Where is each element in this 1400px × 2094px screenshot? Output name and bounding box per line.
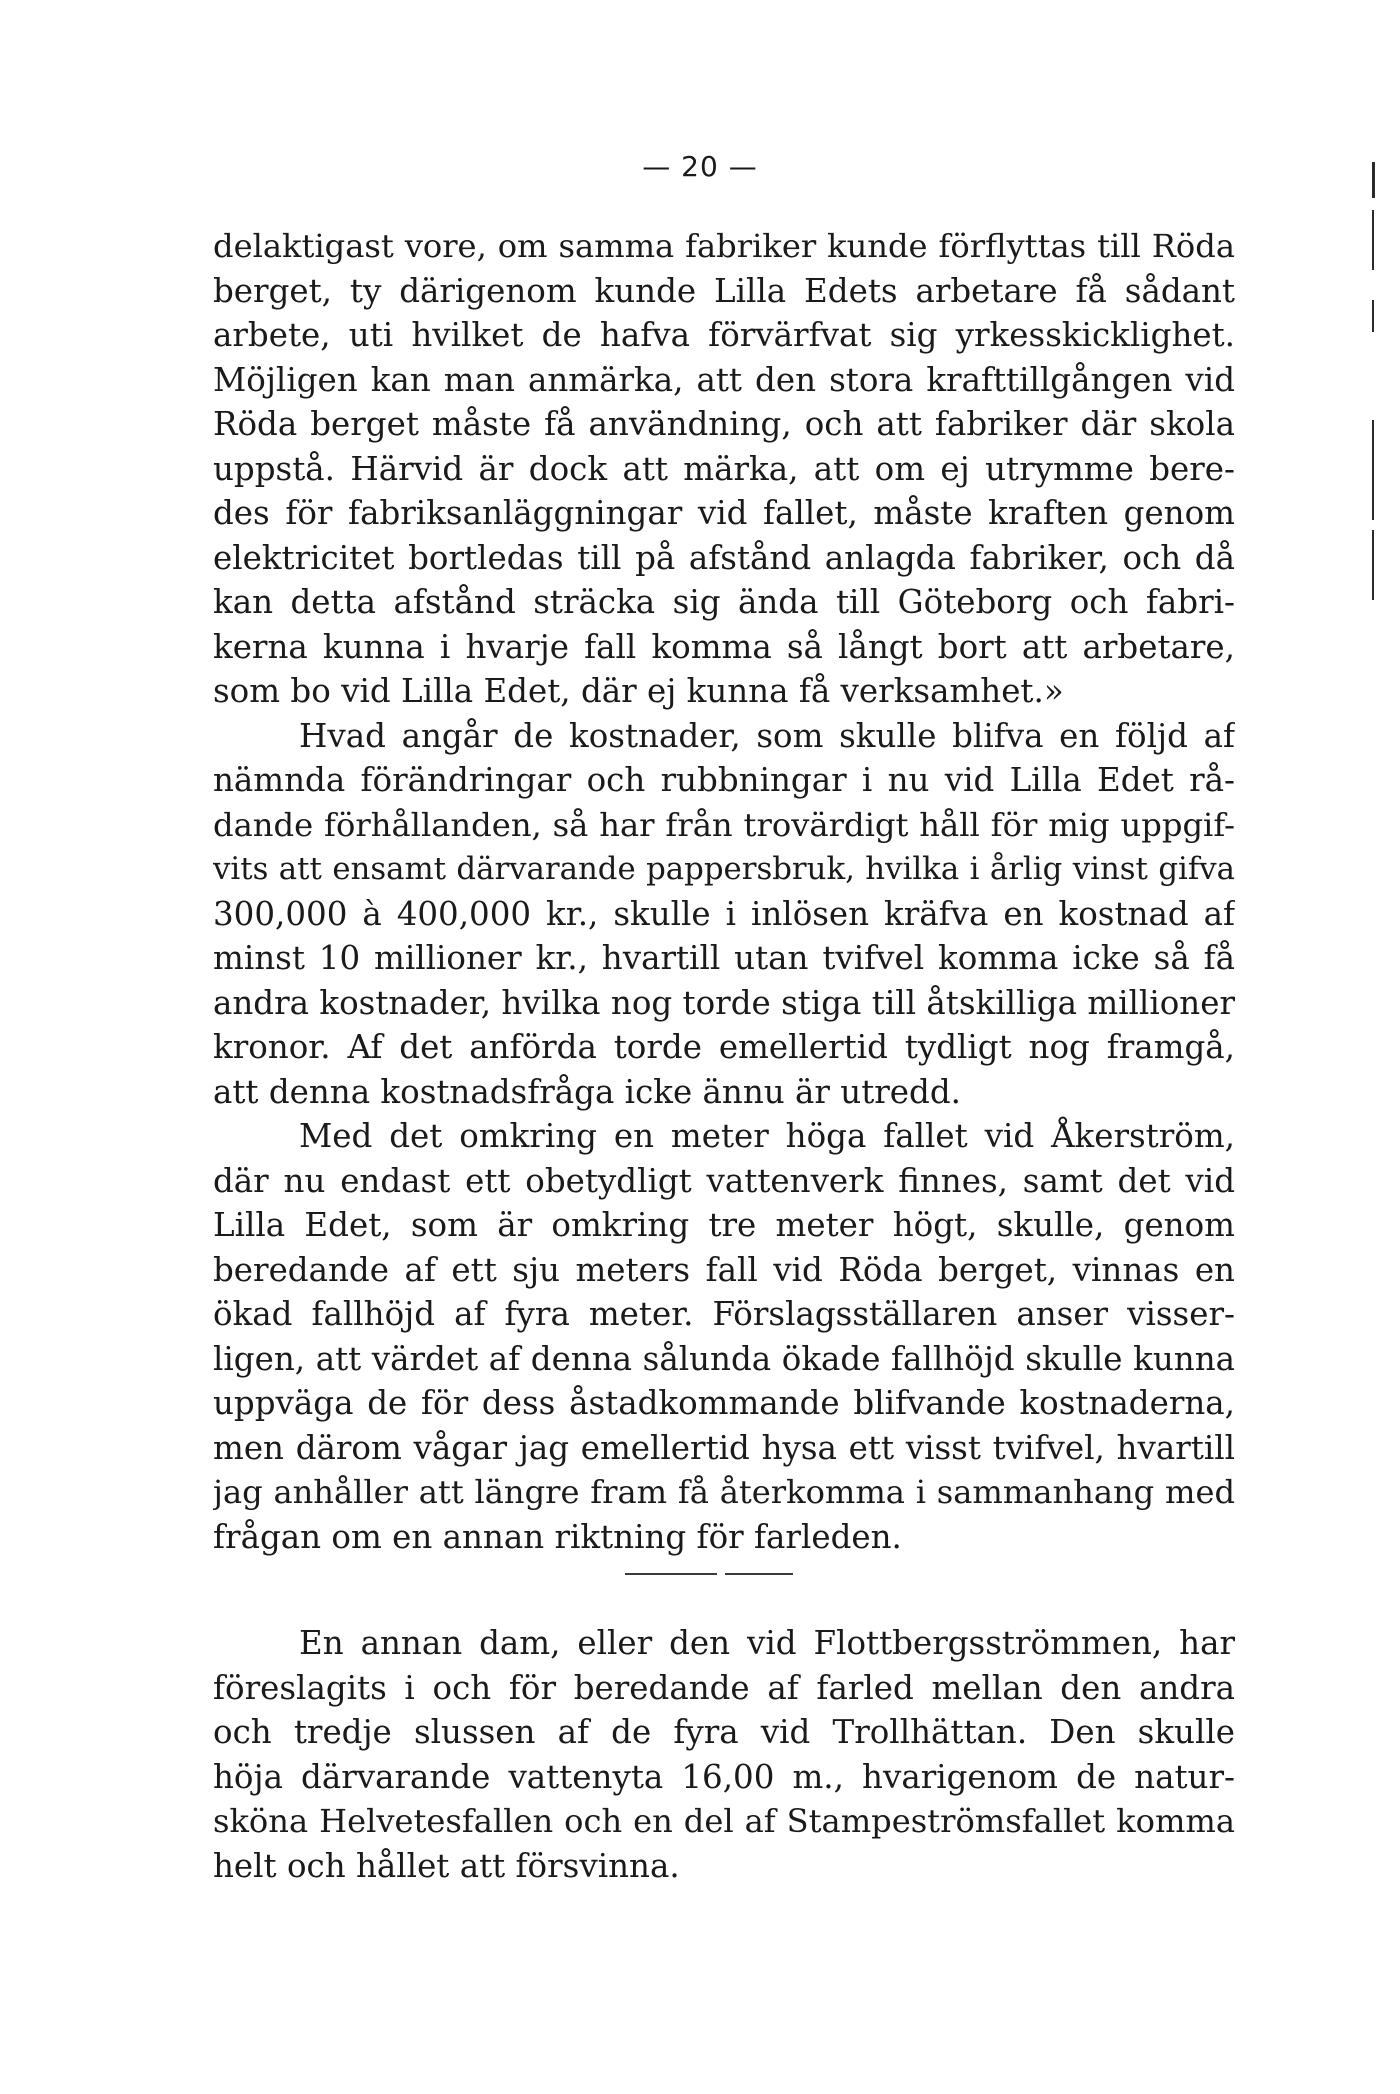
margin-mark: [1372, 420, 1374, 520]
body-text-section-1: [213, 224, 1235, 1559]
text-line: Röda berget måste få användning, och att fabriker där skola: [213, 405, 1235, 443]
text-line: frågan om en annan riktning för farleden.: [213, 1517, 902, 1556]
text-line: Lilla Edet, som är omkring tre meter högt, skulle, genom: [213, 1206, 1235, 1244]
text-line: men därom vågar jag emellertid hysa ett visst tvifvel, hvartill: [213, 1428, 1235, 1467]
text-line: uppstå. Härvid är dock att märka, att om ej utrymme bere-: [213, 449, 1235, 488]
text-line: arbete, uti hvilket de hafva förvärfvat sig yrkesskicklighet.: [213, 316, 1235, 354]
text-line: där nu endast ett obetydligt vattenverk finnes, samt det vid: [213, 1161, 1235, 1200]
text-line: som bo vid Lilla Edet, där ej kunna få verksamhet.»: [213, 672, 1064, 710]
text-line: Hvad angår de kostnader, som skulle blifva en följd af: [299, 716, 1235, 755]
section-divider: [625, 1573, 793, 1575]
text-line: Möjligen kan man anmärka, att den stora krafttillgången vid: [213, 360, 1235, 399]
margin-mark: [1372, 300, 1374, 332]
text-line: och tredje slussen af de fyra vid Trollhättan. Den skulle: [213, 1713, 1235, 1751]
text-line: minst 10 millioner kr., hvartill utan tvifvel komma icke så få: [213, 939, 1235, 977]
text-line: beredande af ett sju meters fall vid Röda berget, vinnas en: [213, 1250, 1235, 1289]
text-line: ökad fallhöjd af fyra meter. Förslagsställaren anser visser-: [213, 1295, 1235, 1333]
text-line: att denna kostnadsfråga icke ännu är utredd.: [213, 1072, 961, 1111]
text-line: delaktigast vore, om samma fabriker kunde förflyttas till Röda: [213, 227, 1235, 265]
text-line: kerna kunna i hvarje fall komma så långt bort att arbetare,: [213, 627, 1235, 666]
text-line: nämnda förändringar och rubbningar i nu vid Lilla Edet rå-: [213, 761, 1235, 799]
text-line: 300,000 à 400,000 kr., skulle i inlösen kräfva en kostnad af: [213, 894, 1235, 933]
text-line: andra kostnader, hvilka nog torde stiga till åtskilliga millioner: [213, 983, 1235, 1022]
margin-mark: [1372, 162, 1375, 198]
text-line: kronor. Af det anförda torde emellertid tydligt nog framgå,: [213, 1028, 1235, 1066]
text-line: uppväga de för dess åstadkommande blifvande kostnaderna,: [213, 1384, 1235, 1422]
text-line: elektricitet bortledas till på afstånd anlagda fabriker, och då: [213, 538, 1235, 577]
text-line: jag anhåller att längre fram få återkomma i sammanhang med: [213, 1473, 1235, 1511]
page-number: — 20 —: [642, 150, 758, 183]
text-line: föreslagits i och för beredande af farled mellan den andra: [213, 1668, 1235, 1707]
margin-mark: [1372, 210, 1374, 270]
text-line: des för fabriksanläggningar vid fallet, måste kraften genom: [213, 494, 1235, 532]
text-line: Med det omkring en meter höga fallet vid Åkerström,: [299, 1117, 1235, 1155]
text-line: kan detta afstånd sträcka sig ända till Göteborg och fabri-: [213, 583, 1235, 621]
text-line: ligen, att värdet af denna sålunda ökade fallhöjd skulle kunna: [213, 1339, 1235, 1378]
text-line: vits att ensamt därvarande pappersbruk, hvilka i årlig vinst gifva: [213, 851, 1235, 887]
text-line: sköna Helvetesfallen och en del af Stampeströmsfallet komma: [213, 1802, 1235, 1840]
text-line: En annan dam, eller den vid Flottbergsströmmen, har: [299, 1624, 1235, 1662]
margin-mark: [1372, 530, 1374, 600]
text-line: berget, ty därigenom kunde Lilla Edets arbetare få sådant: [213, 271, 1235, 310]
text-line: dande förhållanden, så har från trovärdigt håll för mig uppgif-: [213, 805, 1235, 844]
body-text-section-2: [213, 1621, 1235, 1888]
text-line: höja därvarande vattenyta 16,00 m., hvarigenom de natur-: [213, 1757, 1235, 1796]
text-line: helt och hållet att försvinna.: [213, 1846, 680, 1885]
